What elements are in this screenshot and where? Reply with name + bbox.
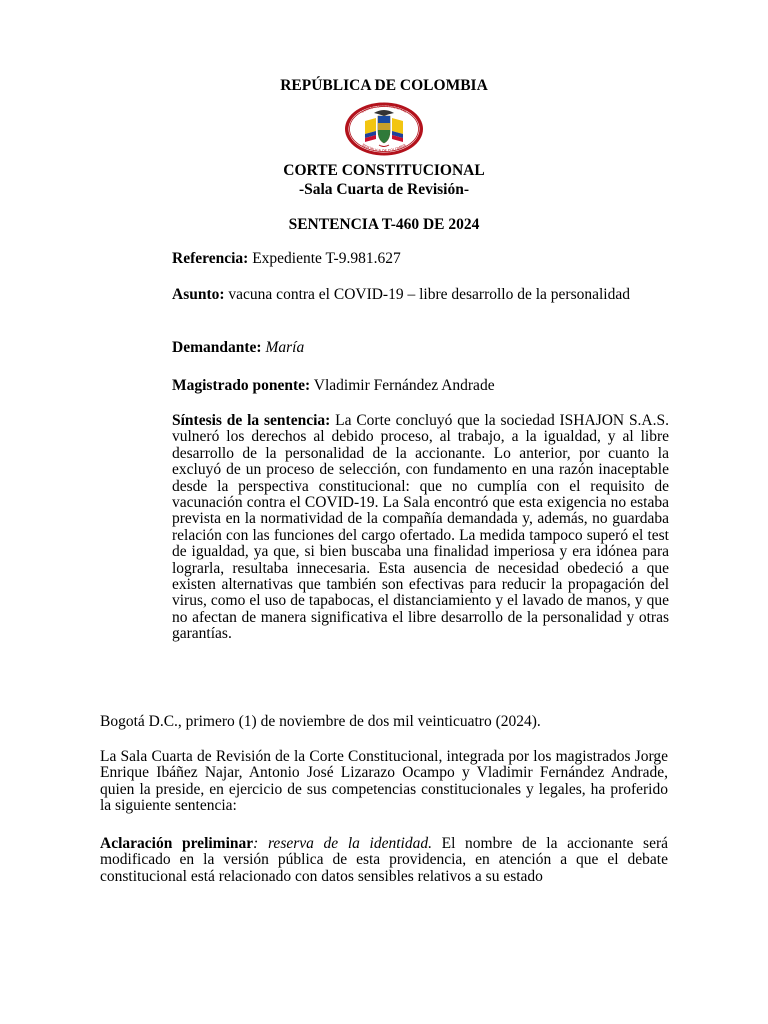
preliminary-clarification [100, 836, 668, 885]
judgment-synthesis [172, 413, 669, 643]
seal-ring-text-bottom: REPÚBLICA DE COLOMBIA [361, 143, 407, 154]
aclaracion-italic: reserva de la identidad. [258, 835, 432, 852]
rapporteur-line [172, 378, 669, 394]
intro-paragraph: La Sala Cuarta de Revisión de la Corte Constitucional, integrada por los magistrados Jorge Enrique Ibáñez Najar, Antonio José Lizarazo Ocampo y Vladimir Fernández Andrade, quien la preside, en ejercicio de sus competencias constitucionales y legales, ha proferido la siguiente sentencia: [100, 748, 668, 815]
date-line: Bogotá D.C., primero (1) de noviembre de dos mil veinticuatro (2024). [100, 713, 541, 730]
magistrado-value: Vladimir Fernández Andrade [310, 377, 495, 394]
court-seal-icon [343, 101, 425, 157]
aclaracion-label: Aclaración preliminar [100, 835, 254, 852]
country-heading: REPÚBLICA DE COLOMBIA [280, 77, 488, 94]
court-heading: CORTE CONSTITUCIONAL [283, 162, 485, 179]
asunto-label: Asunto: [172, 286, 225, 303]
judgment-title: SENTENCIA T-460 DE 2024 [288, 216, 480, 233]
sintesis-label: Síntesis de la sentencia: [172, 412, 331, 429]
subject-line [172, 287, 669, 303]
seal-ring-text-top: CORTE CONSTITUCIONAL [360, 103, 408, 114]
referencia-label: Referencia: [172, 250, 249, 267]
demandante-value: María [265, 339, 305, 356]
sintesis-text: La Corte concluyó que la sociedad ISHAJON S.A.S. vulneró los derechos al debido proceso, al trabajo, a la igualdad, y al libre desarrollo de la personalidad de la accionante. Lo anterior, por cuanto la excluyó de un proceso de selección, con fundamento en una razón inaceptable desde la perspectiva constitucional: que no cumplía con el requisito de vacunación contra el COVID-19. La Sala encontró que esta exigencia no estaba prevista en la normatividad de la compañía demandada y, además, no guardaba relación con las funciones del cargo ofertado. La medida tampoco superó el test de igualdad, ya que, si bien buscaba una finalidad imperiosa y era idónea para lograrla, resultaba innecesaria. Esta ausencia de necesidad obedeció a que existen alternativas que también son efectivas para reducir la propagación del virus, como el uso de tapabocas, el distanciamiento y el lavado de manos, y que no afectan de manera significativa el libre desarrollo de la personalidad y otras garantías. [172, 412, 670, 643]
chamber-heading: -Sala Cuarta de Revisión- [298, 181, 470, 198]
asunto-value: vacuna contra el COVID-19 – libre desarrollo de la personalidad [224, 286, 630, 303]
referencia-value: Expediente T-9.981.627 [248, 250, 401, 267]
aclaracion-colon: : [253, 835, 259, 852]
plaintiff-line [172, 340, 669, 356]
aclaracion-text: El nombre de la accionante será modificado en la versión pública de esta providencia, en atención a que el debate constitucional está relacionado con datos sensibles relativos a su estado [100, 835, 668, 885]
demandante-label: Demandante: [172, 339, 262, 356]
reference-line [172, 251, 669, 267]
magistrado-label: Magistrado ponente: [172, 377, 311, 394]
